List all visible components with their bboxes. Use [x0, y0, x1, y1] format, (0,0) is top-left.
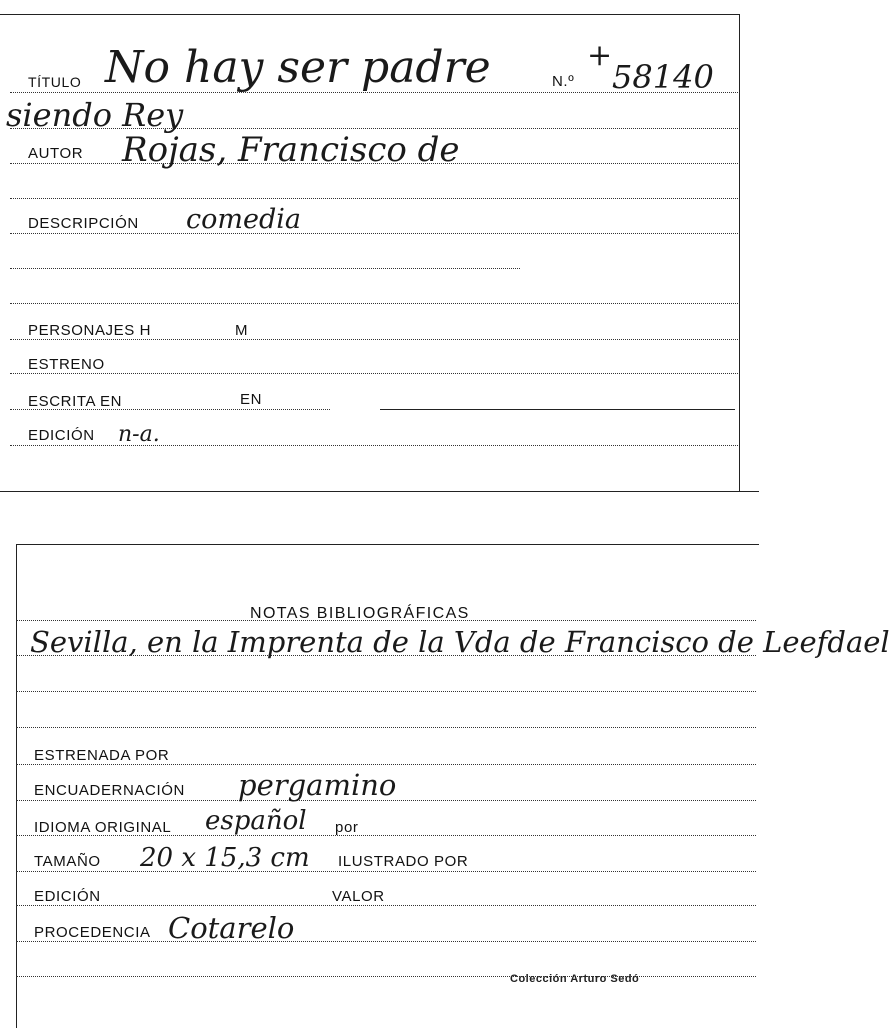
escrita-en-label: ESCRITA EN [28, 393, 123, 410]
escrita-en2-label: EN [240, 391, 263, 408]
catalog-card-top [0, 0, 759, 492]
procedencia-value: Cotarelo [168, 911, 295, 945]
estrenada-label: ESTRENADA POR [34, 747, 170, 764]
edicion-label-bottom: EDICIÓN [34, 888, 101, 905]
edicion-label: EDICIÓN [28, 427, 95, 444]
coleccion-stamp: Colección Arturo Sedó [510, 973, 640, 985]
idioma-value: español [205, 806, 307, 836]
idioma-label: IDIOMA ORIGINAL [34, 819, 172, 836]
rule-line [10, 233, 738, 234]
descripcion-value: comedia [186, 204, 301, 235]
card-right-edge [739, 14, 740, 492]
personajes-m-label: M [235, 322, 249, 339]
notas-value: Sevilla, en la Imprenta de la Vda de Francisco de Leefdael [30, 625, 890, 659]
tamano-label: TAMAÑO [34, 853, 101, 870]
notas-title: NOTAS BIBLIOGRÁFICAS [250, 605, 470, 622]
autor-value: Rojas, Francisco de [122, 130, 460, 170]
procedencia-label: PROCEDENCIA [34, 924, 151, 941]
rule-line [16, 976, 756, 977]
numero-value: 58140 [612, 58, 714, 96]
card-top-edge [16, 544, 759, 545]
titulo-label: TÍTULO [28, 74, 82, 90]
rule-line [16, 764, 756, 765]
descripcion-label: DESCRIPCIÓN [28, 215, 139, 232]
personajes-label: PERSONAJES H [28, 322, 152, 339]
encuadernacion-label: ENCUADERNACIÓN [34, 782, 185, 799]
rule-line-solid [380, 409, 735, 410]
ilustrado-label: ILUSTRADO POR [338, 853, 469, 870]
card-left-edge [16, 544, 17, 1028]
rule-line [10, 198, 738, 199]
rule-line [16, 691, 756, 692]
titulo-value: No hay ser padre [105, 42, 491, 93]
titulo-value-continued: siendo Rey [6, 96, 184, 134]
autor-label: AUTOR [28, 145, 84, 162]
tamano-value: 20 x 15,3 cm [140, 843, 310, 873]
encuadernacion-value: pergamino [238, 768, 397, 802]
rule-line [16, 941, 756, 942]
valor-label: VALOR [332, 888, 385, 905]
rule-line [10, 303, 738, 304]
estreno-label: ESTRENO [28, 356, 105, 373]
rule-line [10, 268, 520, 269]
rule-line [10, 339, 738, 340]
card-bottom-edge [0, 491, 759, 492]
rule-line [16, 905, 756, 906]
card-top-edge [0, 14, 739, 15]
numero-label: N.º [552, 73, 575, 90]
rule-line [16, 871, 756, 872]
catalog-card-bottom [0, 515, 890, 1028]
rule-line [10, 373, 738, 374]
rule-line [16, 727, 756, 728]
idioma-por-label: por [335, 819, 359, 836]
edicion-value: n-a. [118, 422, 160, 447]
numero-mark: + [587, 38, 613, 73]
